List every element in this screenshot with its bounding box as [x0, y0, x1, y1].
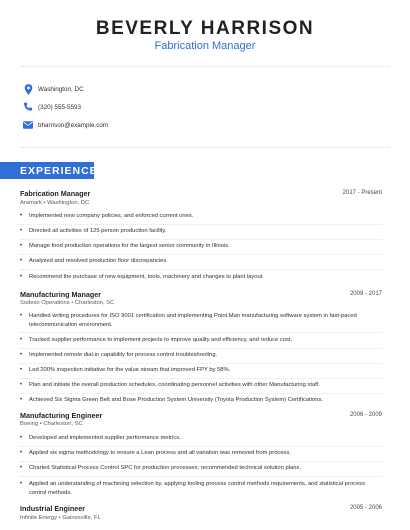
divider: [20, 269, 382, 270]
phone-text: (320) 555-5593: [38, 103, 82, 111]
divider: [20, 348, 382, 349]
list-item: • Analyzed and resolved production floor discrepancies.: [20, 258, 168, 264]
job-location: Gainesville, FL: [62, 515, 101, 521]
list-item: • Implemented remote dial-in capability for process control troubleshooting.: [20, 352, 218, 358]
list-item: • Led 200% inspection initiative for the value stream that improved FPY by 58%.: [20, 367, 231, 373]
job-company: Aramark: [20, 200, 42, 206]
job-company-line: Sodexo Operations • Charleston, SC: [20, 300, 115, 306]
list-item: • Charted Statistical Process Control SPC for production processes; recommended technical solution plans.: [20, 465, 301, 471]
job-title: Manufacturing Manager: [20, 290, 102, 299]
divider: [20, 393, 382, 394]
contact-location: [22, 82, 84, 96]
bullet-text: Applied an understanding of machining selection by, applying tooling process control methods requirements, and statistical process control methods.: [29, 481, 365, 496]
job-dates: 2006 - 2009: [349, 412, 382, 418]
job-company: Boeing: [20, 421, 39, 427]
bullet-text: Implemented remote dial-in capability for process control troubleshooting.: [29, 352, 218, 358]
job-company: Infinite Energy: [20, 515, 58, 521]
job-dates: 2017 - Present: [342, 190, 382, 196]
list-item: • Developed and implemented supplier performance metrics.: [20, 435, 181, 441]
list-item: • Plan and initiate the overall production schedules, coordinating personnel activities with other Manufacturing staff.: [20, 382, 320, 388]
divider: [20, 378, 382, 379]
job-company-line: Infinite Energy • Gainesville, FL: [20, 515, 101, 521]
divider: [20, 476, 382, 477]
job-company: Sodexo Operations: [20, 300, 70, 306]
job-company-line: Boeing • Charleston, SC: [20, 421, 83, 427]
location-pin-icon: [22, 83, 34, 95]
job-dates: 2005 - 2006: [349, 505, 382, 511]
bullet-text: Implemented new company policies, and enforced current ones.: [29, 213, 194, 219]
job-location: Charleston, SC: [43, 421, 83, 427]
phone-icon: [22, 101, 34, 113]
bullet-text: Tracked supplier performance to implement projects to improve quality and efficiency, and reduce cost.: [29, 337, 293, 343]
section-heading: EXPERIENCE: [20, 165, 98, 177]
list-item: • Tracked supplier performance to implement projects to improve quality and efficiency, and reduce cost.: [20, 337, 293, 343]
divider: [20, 461, 382, 462]
location-text: Washington, DC: [38, 85, 84, 93]
job-title: Industrial Engineer: [20, 504, 86, 513]
email-icon: [22, 119, 34, 131]
job-dates: 2009 - 2017: [349, 291, 382, 297]
list-item: • Recommend the purchase of new equipment, tools, machinery and changes to plant layout.: [20, 274, 264, 280]
list-item: • Applied an understanding of machining selection by, applying tooling process control methods requirements, and statistical process control methods.: [20, 480, 380, 497]
divider: [20, 332, 382, 333]
bullet-text: Led 200% inspection initiative for the value stream that improved FPY by 58%.: [29, 367, 231, 373]
list-item: • Achieved Six Sigma Green Belt and Bose Production System University (Toyota Production System) Certifications.: [20, 397, 323, 403]
contact-email: [22, 118, 108, 132]
bullet-text: Plan and initiate the overall production schedules, coordinating personnel activities with other Manufacturing staff.: [29, 382, 320, 388]
divider: [20, 147, 390, 148]
list-item: • Directed all activities of 125 person production facility.: [20, 228, 167, 234]
job-location: Charleston, SC: [74, 300, 115, 306]
list-item: • Applied six sigma methodology to ensure a Lean process and all variation was removed from process.: [20, 450, 291, 456]
bullet-text: Handled writing procedures for ISO 9001 certification and implementing Point.Man manufacturing software system in fast-paced telecommunication environment.: [29, 313, 357, 328]
list-item: • Manage food production operations for the largest senior community in Illinois.: [20, 243, 230, 249]
job-title: Manufacturing Engineer: [20, 411, 103, 420]
divider: [20, 254, 382, 255]
divider: [20, 224, 382, 225]
list-item: • Implemented new company policies, and enforced current ones.: [20, 213, 194, 219]
divider: [20, 363, 382, 364]
bullet-text: Developed and implemented supplier performance metrics.: [29, 435, 181, 441]
candidate-role: Fabrication Manager: [154, 40, 256, 52]
candidate-name: BEVERLY HARRISON: [95, 18, 315, 39]
bullet-text: Charted Statistical Process Control SPC for production processes; recommended technical solution plans.: [29, 465, 301, 471]
bullet-text: Manage food production operations for the largest senior community in Illinois.: [29, 243, 230, 249]
list-item: • Handled writing procedures for ISO 9001 certification and implementing Point.Man manufacturing software system in fast-paced telecommunication environment.: [20, 312, 380, 329]
divider: [20, 446, 382, 447]
divider: [20, 66, 390, 67]
job-title: Fabrication Manager: [20, 189, 91, 198]
bullet-text: Applied six sigma methodology to ensure a Lean process and all variation was removed from process.: [29, 450, 291, 456]
bullet-text: Recommend the purchase of new equipment, tools, machinery and changes to plant layout.: [29, 274, 264, 280]
bullet-text: Achieved Six Sigma Green Belt and Bose Production System University (Toyota Production System) Certifications.: [29, 397, 323, 403]
bullet-text: Directed all activities of 125 person production facility.: [29, 228, 167, 234]
bullet-text: Analyzed and resolved production floor discrepancies.: [29, 258, 168, 264]
section-heading-banner: [0, 162, 98, 179]
contact-phone: [22, 100, 81, 114]
divider: [20, 239, 382, 240]
job-location: Washington, DC: [47, 200, 90, 206]
email-link[interactable]: bharrison@example.com: [38, 121, 109, 129]
job-company-line: Aramark • Washington, DC: [20, 200, 90, 206]
